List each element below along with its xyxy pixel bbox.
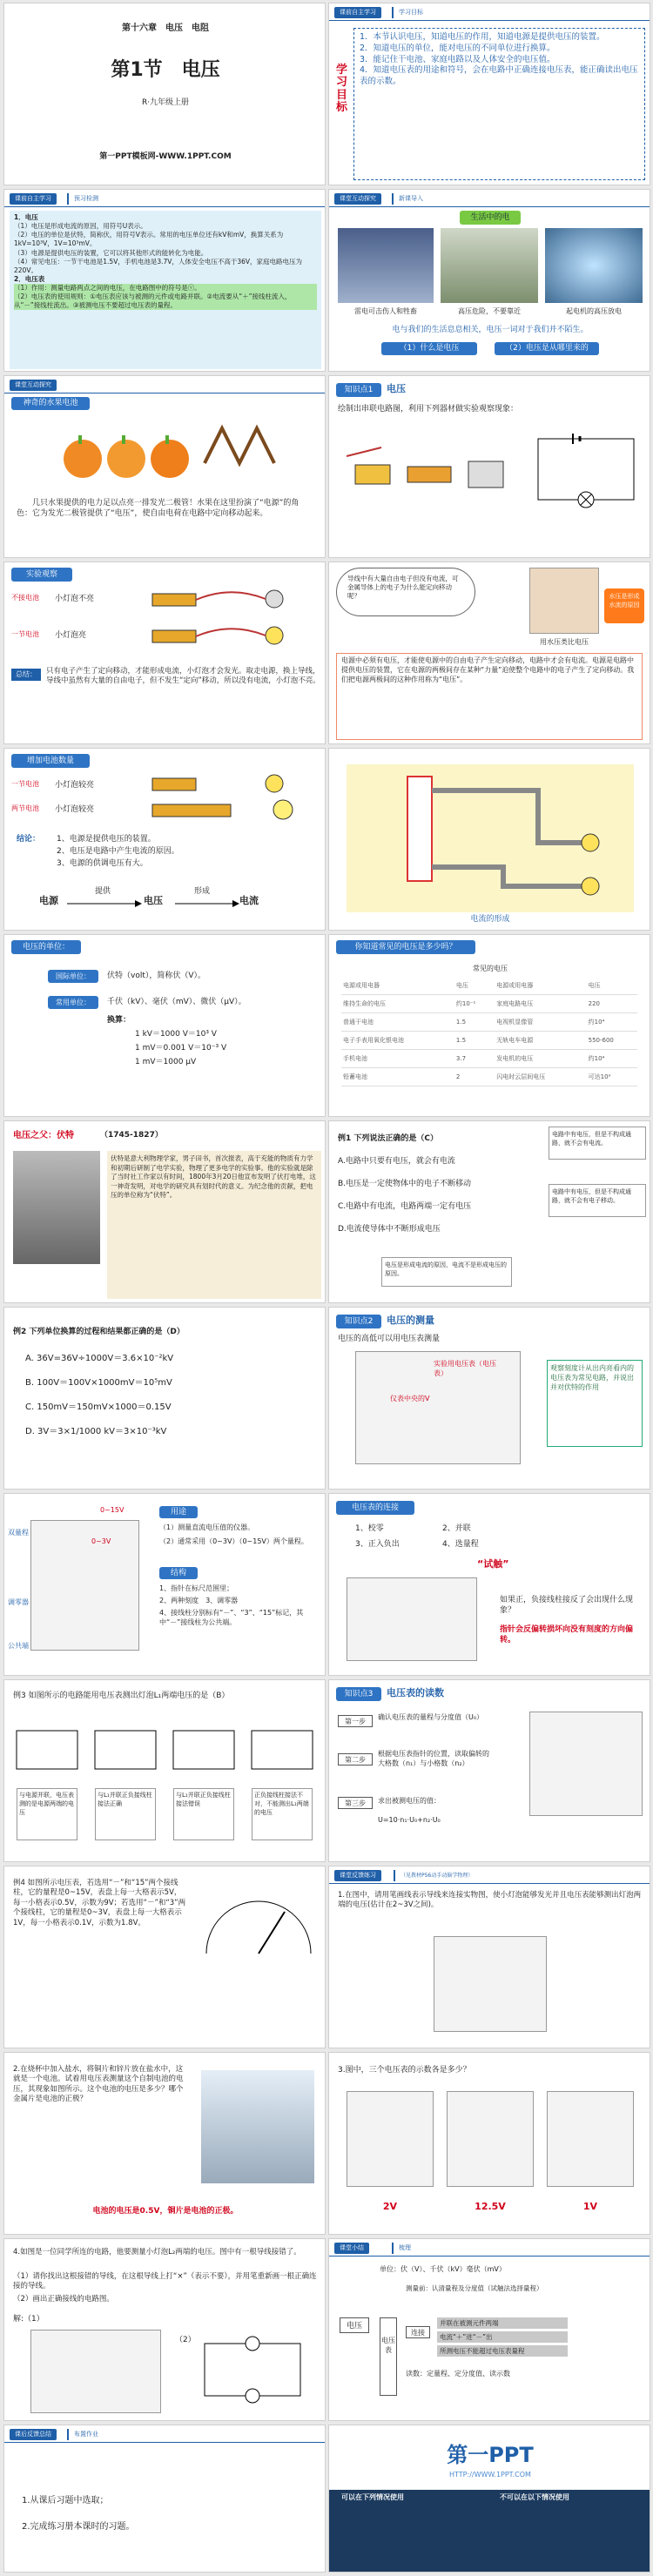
conversion-1: 1 kV＝1000 V＝10³ V xyxy=(135,1030,217,1039)
slide-brand xyxy=(328,2425,650,2573)
question-part-1: （1）请你找出这根接错的导线，在这根导线上打“×”（表示不要），并用笔重新画一根正确连接的导线。 xyxy=(13,2272,317,2291)
table-cell: 550-600 xyxy=(587,1032,637,1050)
summary-text: 只有电子产生了定向移动，才能形成电流，小灯泡才会发光。取走电源，换上导线，导线中虽然有大量的自由电子，但不发生“定向”移动，所以没有电流，小灯泡不亮。 xyxy=(46,667,320,686)
header-tag: 课后反馈总结 xyxy=(10,2429,57,2440)
meter-1 xyxy=(347,2091,434,2187)
zero-adjuster-label: 调零器 xyxy=(8,1598,29,1606)
question-text: 例4 如图所示电压表，若选用“－”和“15”两个接线柱，它的量程是0~15V，表盘上每一大格表示5V，每一小格表示0.5V，示数为9V；若选用“－”和“3”两个接线柱，它的量程是0~3V，表盘上每一大格表示1V，每一小格表示0.1V，示数为1.8V。 xyxy=(13,1879,186,1927)
circuit-options xyxy=(4,1724,326,1776)
slide-voltmeter-connection xyxy=(328,1493,650,1676)
reverse-question: 如果正，负接线柱接反了会出现什么现象？ xyxy=(500,1596,634,1616)
slide-experiment xyxy=(3,562,326,744)
current-formation-diagram xyxy=(329,756,650,912)
site-label: 第一PPT模板网-WWW.1PPT.COM xyxy=(99,152,232,161)
slide-fruit-battery xyxy=(3,375,326,558)
header-tag: 课堂小结 xyxy=(334,2243,369,2254)
conversion-label: 换算： xyxy=(107,1016,131,1025)
table-cell: 2 xyxy=(454,1068,495,1086)
preview-line: 2．电压表 xyxy=(14,274,45,283)
intl-unit-label: 国际单位： xyxy=(48,970,98,983)
chapter-title: 第十六章 电压 电阻 xyxy=(122,24,209,33)
section-title: 神奇的水果电池 xyxy=(11,397,90,410)
table-cell: 220 xyxy=(587,995,637,1013)
row-tag: 一节电池 xyxy=(11,780,39,788)
mindmap-use: 测量前：认清量程及分度值（试触法选择量程） xyxy=(406,2284,543,2292)
preview-line: 1．电压 xyxy=(14,213,38,221)
diagram-caption: 电流的形成 xyxy=(470,915,510,924)
table-cell: 普通干电池 xyxy=(341,1013,454,1032)
row-label: 小灯泡较亮 xyxy=(55,805,95,814)
option-c: C.电路中有电流，电路两端一定有电压 xyxy=(338,1202,472,1211)
goal-item: 4．知道电压表的用途和符号，会在电路中正确连接电压表，能正确读出电压表的示数。 xyxy=(360,65,638,87)
row-tag: 不接电池 xyxy=(11,594,39,602)
preview-line: （4）常见电压：一节干电池是1.5V，手机电池是3.7V，人体安全电压不高于36V，家庭电路电压为220V。 xyxy=(14,257,303,274)
table-cell: 维持生命的电压 xyxy=(341,995,454,1013)
table-row xyxy=(341,1068,637,1086)
dual-range-label: 双量程 xyxy=(8,1529,29,1537)
preview-line: （3）电源是提供电压的装置，它可以将其他形式的能转化为电能。 xyxy=(14,248,208,257)
voltmeter-image xyxy=(529,1712,643,1816)
option-a: A. 36V=36V÷1000V＝3.6×10⁻²kV xyxy=(25,1354,174,1363)
question-part-2: （2）画出正确接线的电路图。 xyxy=(13,2295,114,2304)
knowledge-title: 电压 xyxy=(387,383,406,394)
slide-summary xyxy=(328,2238,650,2421)
table-cell: 1.5 xyxy=(454,1013,495,1032)
tip-1: 实验用电压表（电压表） xyxy=(434,1360,496,1377)
header-tag: 课前自主学习 xyxy=(334,7,381,18)
header-tag: 课堂反馈练习 xyxy=(334,1870,381,1881)
question-text: 1.在图中，请用笔画线表示导线来连接实物图，使小灯泡能够发光并且电压表能够测出灯泡两端的电压(估计在2~3V之间)。 xyxy=(338,1891,642,1910)
knowledge-title: 电压表的读数 xyxy=(387,1687,444,1698)
conclusion-1: 1、电源是提供电压的装置。 xyxy=(57,835,156,844)
image-caption: 用水压类比电压 xyxy=(540,638,589,646)
knowledge-label: 知识点1 xyxy=(336,383,381,397)
rule-3: 3、正入负出 xyxy=(355,1540,400,1549)
table-cell: 电压 xyxy=(454,977,495,995)
structure-1: 1、指针在标尺范围里； xyxy=(159,1584,234,1592)
water-pressure-photo xyxy=(529,568,599,634)
side-note: 观察刻度计从出内亮看内的电压表为常见电路，并说出并对伏特的作用 xyxy=(547,1360,643,1447)
table-cell: 电源或用电器 xyxy=(341,977,454,995)
meter-2-reading: 12.5V xyxy=(475,2201,506,2212)
table-cell: 发电机的电压 xyxy=(495,1050,586,1068)
slide-reading xyxy=(328,1679,650,1862)
slide-wrong-wire xyxy=(3,2238,326,2421)
conclusion-3: 3、电源的供调电压有大。 xyxy=(57,859,148,868)
fruit-text: 几只水果提供的电力足以点亮一排发光二极管！水果在这里扮演了“电源”的角色：它为发光二极管提供了“电压”，使自由电荷在电路中定向移动起来。 xyxy=(17,499,300,519)
volta-bio: 伏特是意大利物理学家，男子田书，首次报表，高于充能的物质有力学和初期后研制了电学实验，物理了更多电学的实验事。他的实验就是除了当时社工作家以有时间，1800年3月20日他宣布发明了伏打电堆，这一神奇发明，对电学的研究具有划时代的意义。为纪念他的贡献，把电压的单位称为“伏特”。 xyxy=(107,1151,321,1299)
header-sub: 梳理 xyxy=(392,2243,416,2254)
usage-heading: 用途 xyxy=(159,1506,198,1518)
flow-current: 电流 xyxy=(239,895,259,906)
table-cell: 手机电池 xyxy=(341,1050,454,1068)
option-d: D. 3V＝3×1/1000 kV＝3×10⁻³kV xyxy=(25,1427,167,1436)
usage-1: （1）测量直流电压值的仪器。 xyxy=(159,1523,255,1531)
knowledge-title: 电压的测量 xyxy=(387,1315,434,1326)
mindmap-connect-1: 并联在被测元件两端 xyxy=(437,2317,568,2329)
meter-1-reading: 2V xyxy=(382,2201,398,2212)
table-cell: 3.7 xyxy=(454,1050,495,1068)
step-2-text: 根据电压表指针的位置，读取偏转的大格数（n₁）与小格数（n₂） xyxy=(378,1750,489,1767)
table-row xyxy=(341,995,637,1013)
preview-line: （1）电压是形成电流的原因，用符号U表示。 xyxy=(14,222,147,231)
question-text: 3.图中，三个电压表的示数各是多少？ xyxy=(338,2066,471,2075)
mindmap-meter: 电压表 xyxy=(380,2317,397,2396)
slide-example-1 xyxy=(328,1120,650,1303)
header-tag: 课前自主学习 xyxy=(10,193,57,205)
structure-3: 4、接线柱分别标有“－”、“3”、“15”标记，其中“－”接线柱为公共端。 xyxy=(159,1609,304,1626)
summary-label: 总结： xyxy=(11,669,41,681)
table-cell: 无轨电车电源 xyxy=(495,1032,586,1050)
common-unit-label: 常用单位： xyxy=(48,996,98,1009)
table-cell: 电压 xyxy=(587,977,637,995)
usage-forbidden: 不可以在以下情况使用 xyxy=(500,2493,569,2501)
fruit-battery-illustration xyxy=(4,411,326,489)
preview-content xyxy=(10,211,321,369)
caption-b: 与L₁并联正负接线柱接法正确 xyxy=(95,1788,156,1840)
table-title: 常见的电压 xyxy=(473,965,508,972)
table-cell: 电视机显像管 xyxy=(495,1013,586,1032)
table-header-row xyxy=(341,977,637,995)
question-text: 例3 如图所示的电路能用电压表测出灯泡L₁两端电压的是（B） xyxy=(13,1692,230,1700)
goal-item: 3．能记住干电池、家庭电路以及人体安全的电压值。 xyxy=(360,54,555,64)
question-2: （2）电压是从哪里来的 xyxy=(495,342,599,355)
mindmap-connect: 连接 xyxy=(406,2326,430,2338)
flow-voltage: 电压 xyxy=(144,895,163,906)
preview-line: （1）作用：测量电路两点之间的电压，在电路图中的符号是ⓥ。 xyxy=(14,284,317,293)
water-tip: 水压是形成水流的原因 xyxy=(604,589,644,623)
row-label: 小灯泡不亮 xyxy=(55,595,95,603)
question-text: 例2 下列单位换算的过程和结果都正确的是（D） xyxy=(13,1328,185,1336)
conclusion-label: 结论： xyxy=(17,835,41,844)
option-b: B.电压是一定使物体中的电子不断移动 xyxy=(338,1180,472,1188)
structure-2: 2、两种刻度 3、调零器 xyxy=(159,1597,239,1604)
brand-url: HTTP://WWW.1PPT.COM xyxy=(449,2471,531,2478)
knowledge-label: 知识点3 xyxy=(336,1687,381,1701)
usage-2: （2）通常采用（0~3V）（0~15V）两个量程。 xyxy=(159,1537,308,1545)
table-cell: 约10⁻¹ xyxy=(454,995,495,1013)
note-2: 电路中有电压，但是不构成通路，就不会有电子移动。 xyxy=(549,1184,646,1217)
option-a: A.电路中只要有电压，就会有电流 xyxy=(338,1157,455,1166)
tip-2: 仪表中央的V xyxy=(390,1395,430,1402)
voltmeter-diagram xyxy=(30,1520,139,1651)
slide-example-4 xyxy=(3,1866,326,2048)
answer-2-label: （2） xyxy=(175,2336,196,2344)
conclusion-2: 2、电压是电路中产生电流的原因。 xyxy=(57,847,179,856)
slide-homework xyxy=(3,2425,326,2573)
rule-2: 2、并联 xyxy=(442,1524,471,1533)
slide-measurement xyxy=(328,1307,650,1490)
homework-2: 2.完成练习册本课时的习题。 xyxy=(22,2522,135,2532)
table-cell: 约10⁴ xyxy=(587,1050,637,1068)
row-label: 小灯泡亮 xyxy=(55,631,87,640)
step-2: 第二步 xyxy=(338,1753,373,1766)
mindmap-read: 读数：定量程、定分度值、读示数 xyxy=(406,2370,510,2378)
section-title: 电压表的连接 xyxy=(336,1501,414,1515)
mindmap-unit: 单位：伏（V）、千伏（kV）毫伏（mV） xyxy=(380,2265,506,2273)
slide-water-analogy xyxy=(328,562,650,744)
structure-heading: 结构 xyxy=(159,1567,198,1579)
note-3: 电压是形成电流的原因，电流不是形成电压的原因。 xyxy=(381,1257,512,1287)
slide-three-meters xyxy=(328,2052,650,2235)
salt-battery-photo xyxy=(201,2070,314,2183)
slide-knowledge-voltage xyxy=(328,375,650,558)
circuit-photo xyxy=(30,2330,161,2413)
lightning-photo xyxy=(338,228,434,303)
table-cell: 电源或用电器 xyxy=(495,977,586,995)
voltage-table xyxy=(341,977,637,1086)
lesson-title: 第1节 电压 xyxy=(111,59,220,81)
header-sub: 预习检测 xyxy=(67,193,104,205)
usage-allowed: 可以在下列情况使用 xyxy=(341,2493,404,2501)
option-b: B. 100V＝100V×1000mV＝10⁵mV xyxy=(25,1378,172,1388)
preview-line: （2）电压表的使用规则：①电压表应该与被测的元件或电路并联。②电流要从“＋”接线柱流入，从“－”接线柱流出。③被测电压不要超过电压表的量程。 xyxy=(14,293,317,310)
table-cell: 闪电时云层间电压 xyxy=(495,1068,586,1086)
high-voltage-sign-photo xyxy=(441,228,538,303)
slide-voltmeter-structure xyxy=(3,1493,326,1676)
slide-salt-battery xyxy=(3,2052,326,2235)
homework-1: 1.从课后习题中选取； xyxy=(22,2496,109,2505)
volta-portrait xyxy=(13,1151,100,1264)
question-text: 例1 下列说法正确的是（C） xyxy=(338,1134,439,1143)
table-row xyxy=(341,1032,637,1050)
step-1-text: 确认电压表的量程与分度值（U₀） xyxy=(378,1713,484,1721)
conclusion-box: 电源中必须有电压，才能使电源中的自由电子产生定向移动，电路中才会有电流。电源是电路中提供电压的装置，它在电源的两极间存在某种“力量”迫使整个电路中的电子产生了定向移动。我们把电源两极间的这种作用称为“电压”。 xyxy=(336,653,643,740)
section-title: 电压的单位： xyxy=(11,940,81,954)
table-cell: 铅蓄电池 xyxy=(341,1068,454,1086)
image-caption: 高压危险，不要靠近 xyxy=(458,307,521,315)
goal-item: 2．知道电压的单位，能对电压的不同单位进行换算。 xyxy=(360,43,555,53)
note-1: 电路中有电压，但是不构成通路，就不会有电流。 xyxy=(549,1127,646,1160)
answer-text: 电池的电压是0.5V，铜片是电池的正极。 xyxy=(92,2207,239,2216)
mindmap-connect-3: 所测电压不能超过电压表量程 xyxy=(437,2345,568,2357)
section-title: 增加电池数量 xyxy=(11,754,90,768)
question-1: （1）什么是电压 xyxy=(381,342,477,355)
voltmeter-image xyxy=(347,1577,477,1661)
meter-3 xyxy=(547,2091,634,2187)
slide-title xyxy=(3,3,326,185)
slide-example-2 xyxy=(3,1307,326,1490)
table-cell: 约10⁴ xyxy=(587,1013,637,1032)
answer-label: 解:（1） xyxy=(13,2315,44,2324)
goal-item: 1．本节认识电压，知道电压的作用，知道电源是提供电压的装置。 xyxy=(360,32,605,42)
header-sub: 新课导入 xyxy=(392,193,428,205)
mindmap-center: 电压 xyxy=(340,2317,369,2333)
option-d: D.电流使导体中不断形成电压 xyxy=(338,1225,441,1234)
conversion-2: 1 mV＝0.001 V＝10⁻³ V xyxy=(135,1044,227,1053)
wiring-photo xyxy=(434,1936,547,2032)
slide-intro xyxy=(328,189,650,372)
formula: U=10·n₁·U₀+n₂·U₀ xyxy=(378,1816,441,1824)
common-post-label: 公共端 xyxy=(8,1642,29,1650)
range-label-15: 0~15V xyxy=(100,1506,125,1514)
dial-illustration xyxy=(198,1893,320,1962)
step-1: 第一步 xyxy=(338,1715,373,1727)
grade-label: R·九年级上册 xyxy=(141,98,190,107)
battery-bulb-illustration xyxy=(144,773,318,834)
circuit-diagram xyxy=(196,2335,318,2404)
intl-unit: 伏特（volt），简称伏（V）。 xyxy=(107,972,206,980)
slide-feedback-1 xyxy=(328,1866,650,2048)
table-row xyxy=(341,1050,637,1068)
option-c: C. 150mV＝150mV×1000＝0.15V xyxy=(25,1402,172,1412)
table-cell: 1.5 xyxy=(454,1032,495,1050)
flow-arrows xyxy=(4,897,326,914)
slide-goals xyxy=(328,3,650,185)
volta-name: 电压之父：伏特 xyxy=(13,1131,74,1140)
slide-volta xyxy=(3,1120,326,1303)
slide-common-voltages xyxy=(328,934,650,1117)
slide-current-formation xyxy=(328,748,650,931)
header-tag: 课堂互动探究 xyxy=(334,193,381,205)
flow-provides: 提供 xyxy=(95,887,111,896)
header-sub: （见教材P56动手动脑学物理） xyxy=(394,1870,478,1881)
table-cell: 可达10⁹ xyxy=(587,1068,637,1086)
flow-source: 电源 xyxy=(39,895,58,906)
intro-question: 电与我们的生活息息相关，电压一词对于我们并不陌生。 xyxy=(392,326,589,334)
trial-touch: “试触” xyxy=(477,1558,509,1570)
table-cell: 电子手表用氧化银电池 xyxy=(341,1032,454,1050)
caption-a: 与电源并联，电压表测的是电源两端的电压 xyxy=(17,1788,77,1840)
goal-list xyxy=(353,28,645,180)
slide-units xyxy=(3,934,326,1117)
knowledge-text: 电压的高低可以用电压表测量 xyxy=(338,1335,441,1343)
header-sub: 学习目标 xyxy=(392,7,428,18)
range-label-3: 0~3V xyxy=(91,1537,111,1545)
brand-logo: 第一PPT xyxy=(447,2443,534,2467)
slide-example-3 xyxy=(3,1679,326,1862)
question-bubble: 导线中有大量自由电子但没有电流，可金属导体上的电子为什么能定向移动呢？ xyxy=(336,568,475,616)
preview-line: （2）电压的单位是伏特，简称伏，用符号V表示。常用的电压单位还有kV和mV，换算关系为1kV=10³V，1V=10³mV。 xyxy=(14,231,284,248)
rule-1: 1、校零 xyxy=(355,1524,384,1533)
meter-3-reading: 1V xyxy=(582,2201,598,2212)
table-cell: 家庭电路电压 xyxy=(495,995,586,1013)
section-title: 你知道常见的电压是多少吗？ xyxy=(336,940,475,954)
knowledge-label: 知识点2 xyxy=(336,1315,381,1328)
image-caption: 起电机的高压放电 xyxy=(566,307,622,315)
goal-label: 学习目标 xyxy=(336,64,348,114)
knowledge-text: 绘制出串联电路图，利用下列器材做实验观察现象： xyxy=(338,405,519,414)
header-sub: 布置作业 xyxy=(67,2429,104,2440)
equipment-illustration xyxy=(329,421,650,552)
step-3-text: 求出被测电压的值： xyxy=(378,1797,441,1805)
bulb-battery-illustration xyxy=(144,585,318,663)
slide-preview-check xyxy=(3,189,326,372)
image-caption: 雷电可击伤人和牲畜 xyxy=(354,307,417,315)
flow-forms: 形成 xyxy=(194,887,211,896)
table-row xyxy=(341,1013,637,1032)
caption-c: 与L₁并联正负接线柱接法错误 xyxy=(173,1788,234,1840)
header-tag: 课堂互动探究 xyxy=(10,380,57,391)
conversion-3: 1 mV＝1000 μV xyxy=(135,1058,197,1066)
row-tag: 一节电池 xyxy=(11,630,39,638)
volta-years: （1745-1827） xyxy=(100,1131,163,1140)
meter-2 xyxy=(447,2091,534,2187)
step-3: 第三步 xyxy=(338,1797,373,1809)
row-tag: 两节电池 xyxy=(11,804,39,812)
caption-d: 正负接线柱接法不对，不能测出L₁两端的电压 xyxy=(252,1788,313,1840)
section-title: 实验观察 xyxy=(11,568,72,582)
generator-photo xyxy=(545,228,643,303)
slide-more-batteries xyxy=(3,748,326,931)
question-text: 4.如图是一位同学所连的电路，他要测量小灯泡L₂两端的电压。图中有一根导线接错了。 xyxy=(13,2248,301,2257)
mindmap-connect-2: 电流“＋”进“－”出 xyxy=(437,2331,568,2343)
common-unit: 千伏（kV）、毫伏（mV）、微伏（μV）。 xyxy=(107,998,246,1006)
badge: 生活中的电 xyxy=(460,211,521,225)
row-label: 小灯泡较亮 xyxy=(55,781,95,790)
question-text: 2.在烧杯中加入盐水，将铜片和锌片放在盐水中，这就是一个电池。试着用电压表测量这个自制电池的电压，其现象如图所示。这个电池的电压是多少？哪个金属片是电池的正极？ xyxy=(13,2065,184,2104)
rule-4: 4、选量程 xyxy=(442,1540,479,1549)
reverse-answer: 指针会反偏转损坏向没有刻度的方向偏转。 xyxy=(500,1625,634,1645)
